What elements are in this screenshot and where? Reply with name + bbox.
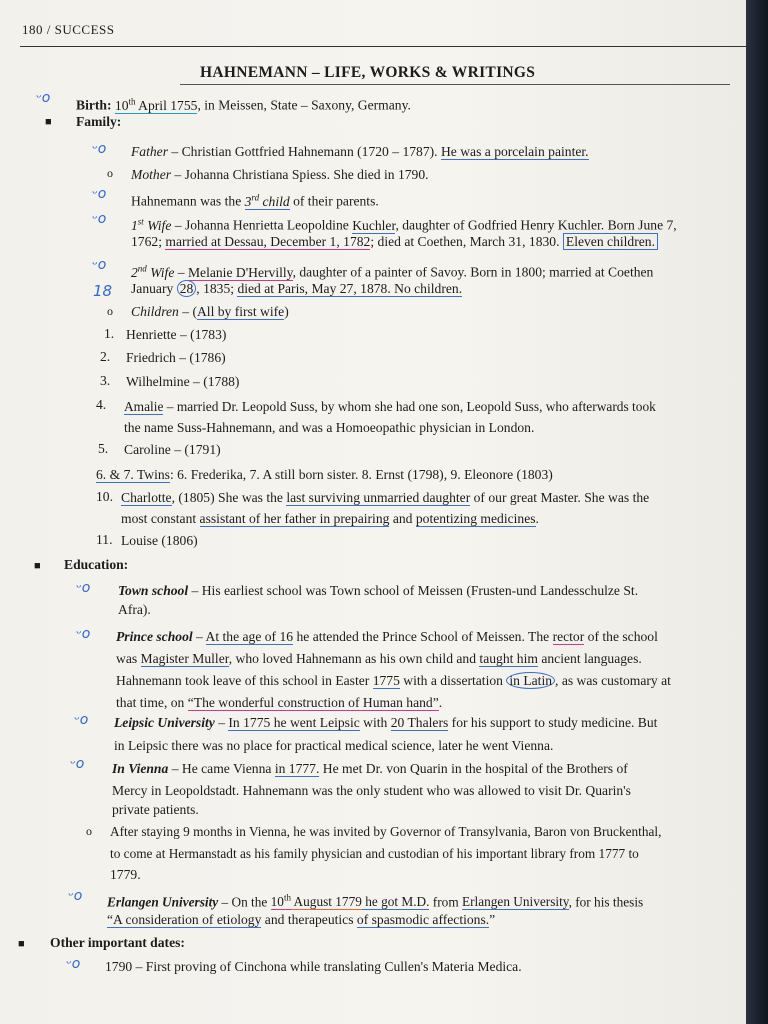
children-line: Children – (All by first wife) <box>131 304 289 319</box>
pen-tick-mark: ᵕo <box>76 626 91 642</box>
erlangen-line-2: “A consideration of etiology and therapeutics of spasmodic affections.” <box>107 912 496 927</box>
child-number: 4. <box>96 397 107 412</box>
circle-bullet: o <box>107 304 113 318</box>
education-label: Education: <box>64 557 129 572</box>
pen-tick-mark: ᵕo <box>92 257 107 273</box>
child-item: Wilhelmine – (1788) <box>126 374 240 389</box>
prince-school-line-1: Prince school – At the age of 16 he attended the Prince School of Meissen. The rector of the school <box>116 629 658 644</box>
charlotte-line-1: Charlotte, (1805) She was the last surviving unmarried daughter of our great Master. She was the <box>121 490 650 505</box>
square-bullet: ■ <box>34 560 41 572</box>
third-child-line: Hahnemann was the 3rd child of their parents. <box>131 192 379 209</box>
after-vienna-line-1: After staying 9 months in Vienna, he was invited by Governor of Transylvania, Baron von Bruckenthal, <box>110 824 662 839</box>
town-school-line-2: Afra). <box>118 602 151 617</box>
other-dates-label: Other important dates: <box>50 935 185 950</box>
leipsic-line-2: in Leipsic there was no place for practical medical science, later he went Vienna. <box>114 738 554 753</box>
charlotte-line-2: most constant assistant of her father in prepairing and potentizing medicines. <box>121 511 539 526</box>
pen-tick-mark: ᵕo <box>76 580 91 596</box>
erlangen-line-1: Erlangen University – On the 10th August 1779 he got M.D. from Erlangen University, for his thesis <box>107 893 644 910</box>
child-item: Louise (1806) <box>121 533 198 548</box>
town-school-line-1: Town school – His earliest school was Town school of Meissen (Frusten-und Landesschulze St. <box>118 583 639 598</box>
square-bullet: ■ <box>18 938 25 950</box>
first-wife-line-2: 1762; married at Dessau, December 1, 1782; died at Coethen, March 31, 1830. Eleven children. <box>131 233 658 251</box>
vienna-line-3: private patients. <box>112 802 199 817</box>
header-rule <box>20 46 748 47</box>
father-line: Father – Christian Gottfried Hahnemann (1720 – 1787). He was a porcelain painter. <box>131 144 589 159</box>
twins-line: 6. & 7. Twins: 6. Frederika, 7. A still born sister. 8. Ernst (1798), 9. Eleonore (1803) <box>96 467 553 482</box>
pen-tick-mark: ᵕo <box>92 186 107 202</box>
birth-line: Birth: 10th April 1755, in Meissen, State – Saxony, Germany. <box>76 96 411 113</box>
other-date-item: 1790 – First proving of Cinchona while translating Cullen's Materia Medica. <box>105 959 522 974</box>
child-number: 2. <box>100 349 111 364</box>
child-number: 10. <box>96 489 113 504</box>
square-bullet: ■ <box>45 116 52 128</box>
child-number: 5. <box>98 441 109 456</box>
prince-school-line-4: that time, on “The wonderful construction of Human hand”. <box>116 695 443 710</box>
after-vienna-line-2: to come at Hermanstadt as his family physician and custodian of his important library from 1777 to <box>110 846 639 861</box>
birth-label: Birth: <box>76 97 112 113</box>
second-wife-line-2: January 28 , 1835; died at Paris, May 27, 1878. No children. <box>131 281 463 296</box>
child-item: Friedrich – (1786) <box>126 350 226 365</box>
first-wife-line-1: 1st Wife – Johanna Henrietta Leopoldine Kuchler, daughter of Godfried Henry Kuchler. Born June 7, <box>131 216 677 233</box>
child-number: 11. <box>96 532 113 547</box>
second-wife-line-1: 2nd Wife – Melanie D'Hervilly, daughter of a painter of Savoy. Born in 1800; married at Coethen <box>131 263 654 280</box>
circle-bullet: o <box>107 166 113 180</box>
pen-tick-mark: ᵕo <box>74 712 89 728</box>
child-number: 1. <box>104 326 115 341</box>
vienna-line-1: In Vienna – He came Vienna in 1777. He met Dr. von Quarin in the hospital of the Brothers of <box>112 761 628 776</box>
amalie-line-1: Amalie – married Dr. Leopold Suss, by whom she had one son, Leopold Suss, who afterwards took <box>124 399 656 414</box>
pen-tick-mark: ᵕo <box>92 141 107 157</box>
vienna-line-2: Mercy in Leopoldstadt. Hahnemann was the only student who was allowed to visit Dr. Quarin's <box>112 783 631 798</box>
pen-tick-mark: ᵕo <box>70 756 85 772</box>
amalie-line-2: the name Suss-Hahnemann, and was a Homoeopathic physician in London. <box>124 420 535 435</box>
pen-tick-mark: ᵕo <box>66 956 81 972</box>
pen-tick-mark: ᵕo <box>68 888 83 904</box>
pen-tick-mark: ᵕo <box>36 90 51 106</box>
page-title: HAHNEMANN – LIFE, WORKS & WRITINGS <box>200 64 536 81</box>
book-spine <box>746 0 768 1024</box>
leipsic-line-1: Leipsic University – In 1775 he went Leipsic with 20 Thalers for his support to study medicine. But <box>114 715 658 730</box>
circle-bullet: o <box>86 824 92 838</box>
mother-line: Mother – Johanna Christiana Spiess. She died in 1790. <box>131 167 429 182</box>
after-vienna-line-3: 1779. <box>110 867 141 882</box>
title-underline <box>180 84 730 85</box>
family-label: Family: <box>76 114 122 129</box>
child-item: Caroline – (1791) <box>124 442 221 457</box>
margin-note: 18 <box>93 282 113 300</box>
prince-school-line-2: was Magister Muller, who loved Hahnemann as his own child and taught him ancient languages. <box>116 651 642 666</box>
prince-school-line-3: Hahnemann took leave of this school in Easter 1775 with a dissertation in Latin , as was customary at <box>116 673 671 688</box>
child-item: Henriette – (1783) <box>126 327 227 342</box>
pen-tick-mark: ᵕo <box>92 211 107 227</box>
page-header: 180 / SUCCESS <box>22 22 115 37</box>
child-number: 3. <box>100 373 111 388</box>
